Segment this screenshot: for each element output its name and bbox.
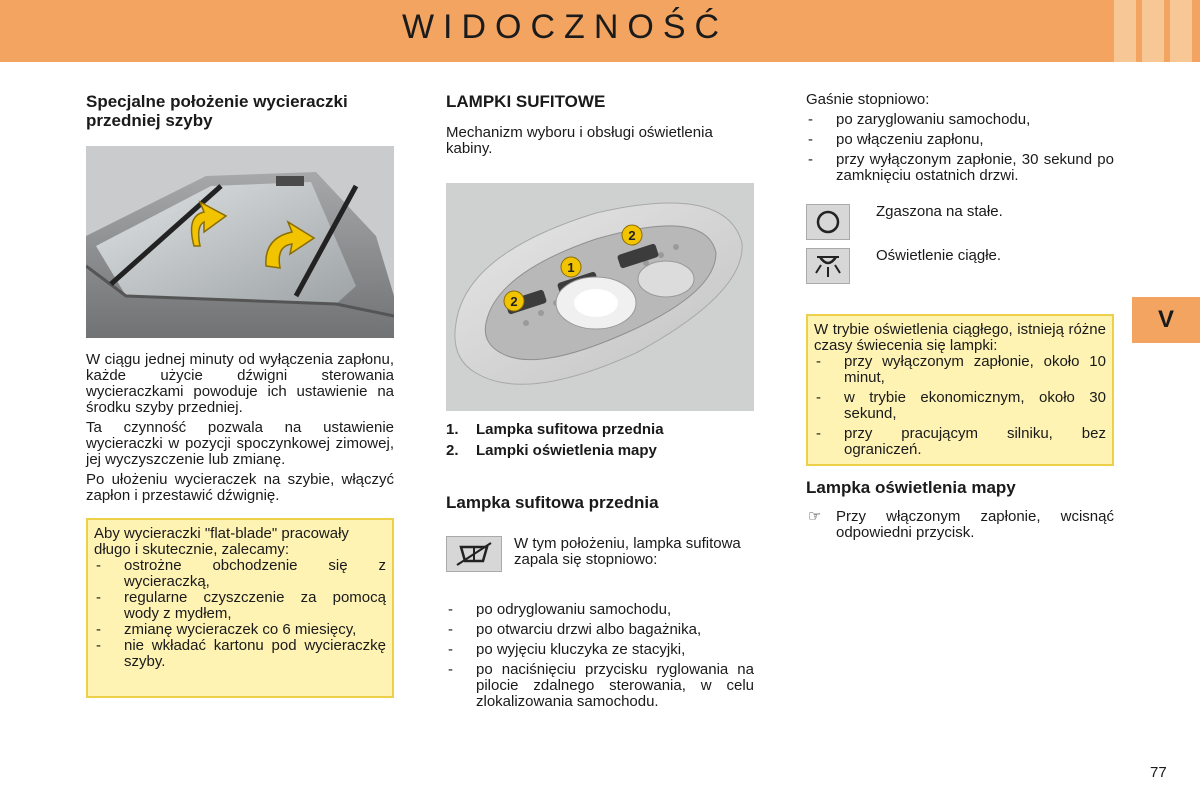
- continuous-mode-note: [806, 314, 1114, 466]
- list-item: - ostrożne obchodzenie się z wycieraczką,: [96, 557, 386, 590]
- lamp-on-list: [446, 602, 754, 710]
- front-lamp-heading: Lampka sufitowa przednia: [446, 493, 659, 512]
- gradual-mode-text: W tym położeniu, lampka sufitowa zapala się stopniowo:: [514, 535, 741, 568]
- door-lamp-icon: [446, 536, 502, 572]
- lamps-intro: Mechanizm wyboru i obsługi oświetlenia kabiny.: [446, 124, 713, 157]
- list-item: - po włączeniu zapłonu,: [808, 131, 984, 148]
- list-item: ☞ Przy włączonym zapłonie, wcisnąć odpowiedni przycisk.: [808, 508, 1114, 541]
- column-lamp-modes: [806, 92, 1114, 541]
- header-stripes: [1114, 0, 1192, 62]
- wiper-para-3: Po ułożeniu wycieraczek na szybie, włączyć zapłon i przestawić dźwignię.: [86, 471, 394, 504]
- wiper-para-2: Ta czynność pozwala na ustawienie wycieraczki w pozycji spoczynkowej zimowej, jej wyczyszczenie lub zmianę.: [86, 419, 394, 468]
- page-number: 77: [1150, 764, 1167, 781]
- header-stripe: [1114, 0, 1136, 62]
- list-item: - przy wyłączonym zapłonie, około 10 minut,: [816, 353, 1106, 386]
- legend-item: 2. Lampki oświetlenia mapy: [446, 442, 657, 459]
- list-item: - po zaryglowaniu samochodu,: [808, 111, 1031, 128]
- list-item: - w trybie ekonomicznym, około 30 sekund,: [816, 389, 1106, 422]
- map-lamp-list: [806, 509, 1114, 541]
- wiper-para-1: W ciągu jednej minuty od wyłączenia zapłonu, każde użycie dźwigni sterowania wycieraczkami powoduje ich ustawienie na środku szyby przedniej.: [86, 351, 394, 416]
- wiper-care-list: [94, 558, 386, 670]
- on-mode-text: Oświetlenie ciągłe.: [876, 247, 1002, 264]
- wiper-care-note: [86, 518, 394, 698]
- lamp-off-icon: [806, 204, 850, 240]
- off-mode-text: Zgaszona na stałe.: [876, 203, 1003, 220]
- callout-label: 1: [567, 260, 575, 275]
- column-wipers: [86, 92, 394, 698]
- gradual-mode-row: [446, 536, 754, 572]
- legend-item: 1. Lampka sufitowa przednia: [446, 421, 664, 438]
- list-item: - po odryglowaniu samochodu,: [448, 601, 672, 618]
- page-title: WIDOCZNOŚĆ: [401, 8, 729, 46]
- header-stripe: [1170, 0, 1192, 62]
- on-mode-row: [806, 248, 1114, 284]
- lamp-legend: [446, 419, 754, 461]
- list-item: - nie wkładać kartonu pod wycieraczkę szyby.: [96, 637, 386, 670]
- callout-label: 2: [628, 228, 636, 243]
- list-item: - przy wyłączonym zapłonie, 30 sekund po zamknięciu ostatnich drzwi.: [808, 151, 1114, 184]
- list-item: - zmianę wycieraczek co 6 miesięcy,: [96, 621, 357, 638]
- header-stripe: [1142, 0, 1164, 62]
- chapter-tab: V: [1132, 297, 1200, 343]
- lamp-off-list: [806, 112, 1114, 184]
- list-item: - po naciśnięciu przycisku ryglowania na pilocie zdalnego sterowania, w celu zlokalizowania samochodu.: [448, 661, 754, 710]
- lamps-heading: LAMPKI SUFITOWE: [446, 92, 606, 111]
- list-item: - po wyjęciu kluczyka ze stacyjki,: [448, 641, 686, 658]
- lamp-on-icon: [806, 248, 850, 284]
- page-header: [0, 0, 1200, 62]
- fade-intro: Gaśnie stopniowo:: [806, 91, 930, 108]
- ceiling-lamp-photo: [446, 183, 754, 411]
- map-lamp-heading: Lampka oświetlenia mapy: [806, 478, 1016, 497]
- list-item: - regularne czyszczenie za pomocą wody z mydłem,: [96, 589, 386, 622]
- column-ceiling-lamps: [446, 92, 754, 710]
- callout-label: 2: [510, 294, 518, 309]
- hand-pointer-icon: ☞: [808, 508, 822, 525]
- note-intro: Aby wycieraczki "flat-blade" pracowały długo i skutecznie, zalecamy:: [94, 525, 349, 558]
- note-intro: W trybie oświetlenia ciągłego, istnieją różne czasy świecenia się lampki:: [814, 321, 1106, 354]
- wiper-heading: Specjalne położenie wycieraczki przedniej szyby: [86, 92, 348, 130]
- off-mode-row: [806, 204, 1114, 240]
- continuous-duration-list: [814, 354, 1106, 458]
- list-item: - po otwarciu drzwi albo bagażnika,: [448, 621, 702, 638]
- list-item: - przy pracującym silniku, bez ograniczeń.: [816, 425, 1106, 458]
- windshield-photo: [86, 146, 394, 338]
